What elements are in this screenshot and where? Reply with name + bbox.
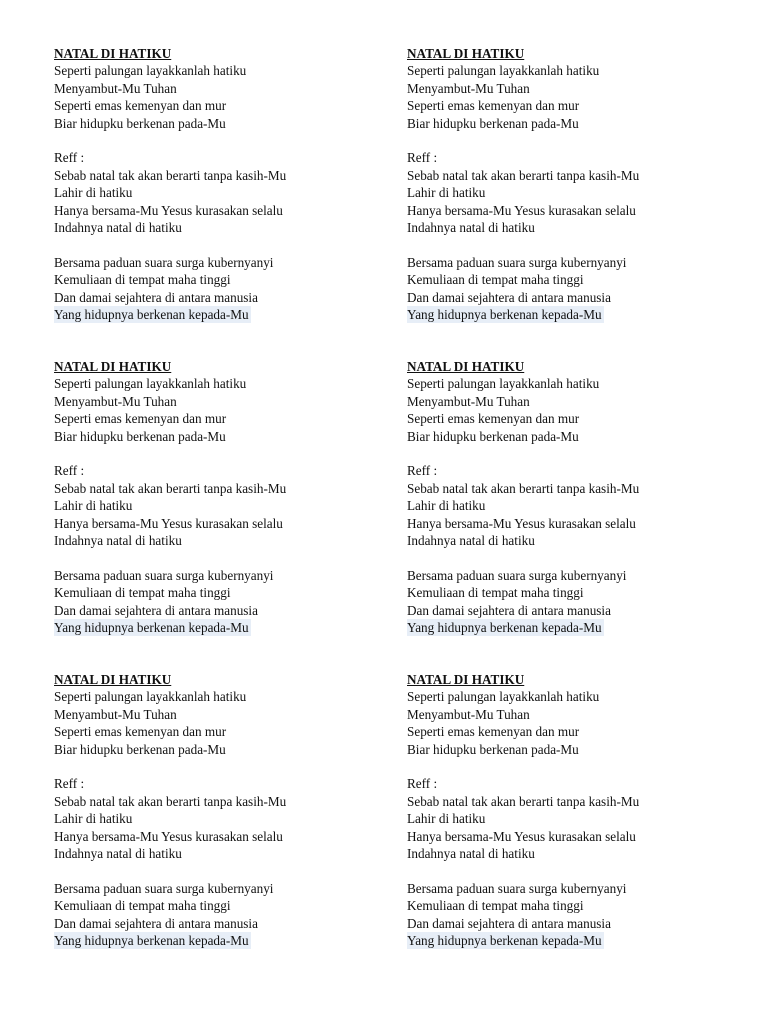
verse-line: Seperti palungan layakkanlah hatiku: [54, 689, 247, 705]
reff-line: Lahir di hatiku: [54, 811, 133, 827]
verse-line: Dan damai sejahtera di antara manusia: [54, 289, 258, 305]
reff-label: Reff :: [54, 776, 85, 792]
verse-line: Seperti palungan layakkanlah hatiku: [407, 689, 600, 705]
verse-line: Menyambut-Mu Tuhan: [407, 706, 530, 722]
verse-line: Bersama paduan suara surga kubernyanyi: [54, 254, 274, 270]
verse-line: Bersama paduan suara surga kubernyanyi: [407, 254, 627, 270]
song-title: NATAL DI HATIKU: [407, 359, 525, 374]
verse-line: Kemuliaan di tempat maha tinggi: [407, 585, 584, 601]
verse-line: Bersama paduan suara surga kubernyanyi: [407, 567, 627, 583]
verse-line: Kemuliaan di tempat maha tinggi: [407, 898, 584, 914]
reff-label: Reff :: [54, 463, 85, 479]
reff-line: Indahnya natal di hatiku: [407, 220, 535, 236]
highlighted-line: Yang hidupnya berkenan kepada-Mu: [407, 933, 602, 949]
reff-line: Hanya bersama-Mu Yesus kurasakan selalu: [54, 828, 283, 844]
stanza-gap: [407, 236, 737, 253]
reff-label: Reff :: [407, 463, 438, 479]
reff-line: Indahnya natal di hatiku: [54, 220, 182, 236]
highlighted-line: Yang hidupnya berkenan kepada-Mu: [54, 620, 249, 636]
stanza-gap: [407, 132, 737, 149]
verse-line: Seperti palungan layakkanlah hatiku: [407, 376, 600, 392]
verse-line: Kemuliaan di tempat maha tinggi: [54, 272, 231, 288]
reff-line: Lahir di hatiku: [54, 498, 133, 514]
verse-line: Seperti palungan layakkanlah hatiku: [54, 63, 247, 79]
verse-line: Menyambut-Mu Tuhan: [54, 80, 177, 96]
lyrics-block: [54, 45, 384, 323]
stanza-gap: [54, 445, 384, 462]
song-title: NATAL DI HATIKU: [407, 46, 525, 61]
song-title: NATAL DI HATIKU: [54, 359, 172, 374]
reff-line: Lahir di hatiku: [407, 498, 486, 514]
stanza-gap: [407, 758, 737, 775]
stanza-gap: [54, 862, 384, 879]
verse-line: Seperti emas kemenyan dan mur: [407, 411, 580, 427]
verse-line: Biar hidupku berkenan pada-Mu: [54, 741, 226, 757]
reff-line: Sebab natal tak akan berarti tanpa kasih-Mu: [407, 793, 640, 809]
verse-line: Seperti palungan layakkanlah hatiku: [54, 376, 247, 392]
reff-line: Lahir di hatiku: [407, 811, 486, 827]
verse-line: Seperti emas kemenyan dan mur: [54, 98, 227, 114]
reff-line: Indahnya natal di hatiku: [407, 533, 535, 549]
stanza-gap: [407, 549, 737, 566]
verse-line: Dan damai sejahtera di antara manusia: [407, 915, 611, 931]
verse-line: Menyambut-Mu Tuhan: [54, 706, 177, 722]
verse-line: Seperti emas kemenyan dan mur: [407, 724, 580, 740]
verse-line: Bersama paduan suara surga kubernyanyi: [54, 567, 274, 583]
verse-line: Dan damai sejahtera di antara manusia: [407, 289, 611, 305]
verse-line: Dan damai sejahtera di antara manusia: [54, 602, 258, 618]
stanza-gap: [54, 132, 384, 149]
reff-line: Hanya bersama-Mu Yesus kurasakan selalu: [407, 828, 636, 844]
reff-line: Sebab natal tak akan berarti tanpa kasih-Mu: [54, 480, 287, 496]
lyrics-block: [407, 671, 737, 949]
verse-line: Menyambut-Mu Tuhan: [407, 393, 530, 409]
highlighted-line: Yang hidupnya berkenan kepada-Mu: [407, 307, 602, 323]
verse-line: Biar hidupku berkenan pada-Mu: [54, 115, 226, 131]
reff-label: Reff :: [407, 776, 438, 792]
stanza-gap: [54, 758, 384, 775]
reff-line: Indahnya natal di hatiku: [407, 846, 535, 862]
reff-line: Sebab natal tak akan berarti tanpa kasih-Mu: [54, 167, 287, 183]
verse-line: Kemuliaan di tempat maha tinggi: [54, 898, 231, 914]
stanza-gap: [54, 549, 384, 566]
verse-line: Dan damai sejahtera di antara manusia: [407, 602, 611, 618]
song-title: NATAL DI HATIKU: [54, 672, 172, 687]
reff-line: Sebab natal tak akan berarti tanpa kasih-Mu: [407, 480, 640, 496]
verse-line: Seperti emas kemenyan dan mur: [54, 724, 227, 740]
lyrics-block: [54, 358, 384, 636]
verse-line: Seperti palungan layakkanlah hatiku: [407, 63, 600, 79]
verse-line: Biar hidupku berkenan pada-Mu: [407, 741, 579, 757]
reff-line: Sebab natal tak akan berarti tanpa kasih-Mu: [54, 793, 287, 809]
stanza-gap: [407, 862, 737, 879]
verse-line: Menyambut-Mu Tuhan: [54, 393, 177, 409]
verse-line: Biar hidupku berkenan pada-Mu: [54, 428, 226, 444]
reff-line: Hanya bersama-Mu Yesus kurasakan selalu: [407, 202, 636, 218]
verse-line: Bersama paduan suara surga kubernyanyi: [407, 880, 627, 896]
reff-line: Indahnya natal di hatiku: [54, 533, 182, 549]
reff-line: Hanya bersama-Mu Yesus kurasakan selalu: [407, 515, 636, 531]
reff-label: Reff :: [407, 150, 438, 166]
verse-line: Dan damai sejahtera di antara manusia: [54, 915, 258, 931]
reff-line: Sebab natal tak akan berarti tanpa kasih-Mu: [407, 167, 640, 183]
reff-line: Indahnya natal di hatiku: [54, 846, 182, 862]
song-title: NATAL DI HATIKU: [54, 46, 172, 61]
reff-line: Lahir di hatiku: [54, 185, 133, 201]
highlighted-line: Yang hidupnya berkenan kepada-Mu: [54, 933, 249, 949]
verse-line: Seperti emas kemenyan dan mur: [54, 411, 227, 427]
highlighted-line: Yang hidupnya berkenan kepada-Mu: [407, 620, 602, 636]
reff-label: Reff :: [54, 150, 85, 166]
verse-line: Seperti emas kemenyan dan mur: [407, 98, 580, 114]
verse-line: Bersama paduan suara surga kubernyanyi: [54, 880, 274, 896]
highlighted-line: Yang hidupnya berkenan kepada-Mu: [54, 307, 249, 323]
stanza-gap: [54, 236, 384, 253]
reff-line: Hanya bersama-Mu Yesus kurasakan selalu: [54, 515, 283, 531]
verse-line: Biar hidupku berkenan pada-Mu: [407, 428, 579, 444]
lyrics-block: [407, 45, 737, 323]
verse-line: Kemuliaan di tempat maha tinggi: [54, 585, 231, 601]
lyrics-block: [407, 358, 737, 636]
song-title: NATAL DI HATIKU: [407, 672, 525, 687]
verse-line: Menyambut-Mu Tuhan: [407, 80, 530, 96]
verse-line: Biar hidupku berkenan pada-Mu: [407, 115, 579, 131]
stanza-gap: [407, 445, 737, 462]
reff-line: Hanya bersama-Mu Yesus kurasakan selalu: [54, 202, 283, 218]
lyrics-block: [54, 671, 384, 949]
reff-line: Lahir di hatiku: [407, 185, 486, 201]
verse-line: Kemuliaan di tempat maha tinggi: [407, 272, 584, 288]
